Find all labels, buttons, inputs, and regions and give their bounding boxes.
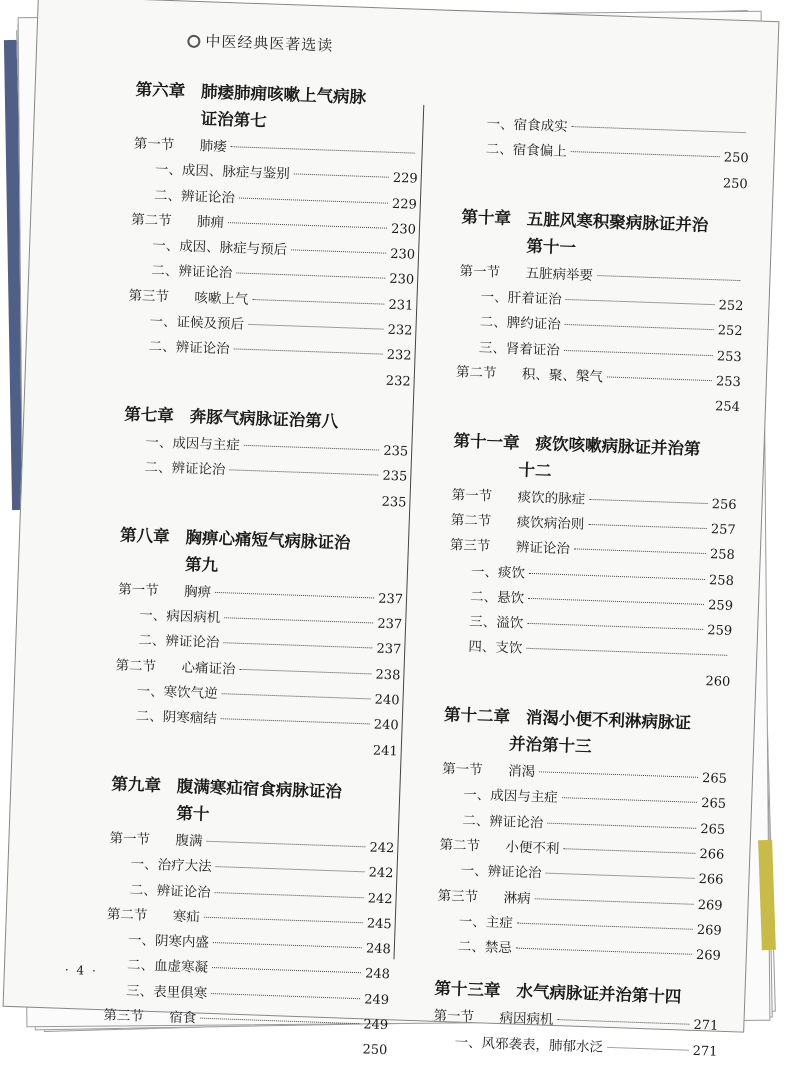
chapter-title-cont: 并治第十三 bbox=[508, 734, 592, 757]
dot-leader bbox=[516, 948, 692, 955]
book-logo-icon bbox=[187, 34, 200, 47]
chapter-title-cont: 第十 bbox=[176, 803, 210, 824]
dot-leader bbox=[244, 445, 380, 451]
dot-leader bbox=[215, 892, 364, 898]
section-number: 第三节 bbox=[103, 1007, 145, 1025]
toc-page-number: 266 bbox=[698, 872, 724, 889]
chapter-title-cont: 十二 bbox=[518, 460, 552, 481]
toc-entry-title: 一、主症 bbox=[458, 913, 514, 932]
toc-page-number: 249 bbox=[363, 1017, 389, 1034]
dot-leader bbox=[224, 617, 373, 623]
toc-page-number: 229 bbox=[392, 171, 418, 188]
dot-leader bbox=[228, 222, 387, 229]
chapter-number: 第六章 bbox=[135, 79, 186, 101]
toc-entry-title: 痰饮病治则 bbox=[516, 514, 585, 533]
toc-page-number: 238 bbox=[375, 667, 401, 684]
dot-leader bbox=[546, 873, 695, 879]
toc-entry-title: 积、聚、槃气 bbox=[521, 366, 604, 386]
dot-leader bbox=[216, 866, 365, 872]
toc-page-number: 260 bbox=[705, 673, 731, 690]
toc-page-number: 265 bbox=[700, 821, 726, 838]
toc-page-number: 232 bbox=[387, 322, 413, 339]
chapter-title-cont: 证治第七 bbox=[200, 109, 267, 131]
toc-page-number: 250 bbox=[362, 1042, 388, 1059]
toc-entry-title: 淋病 bbox=[503, 889, 531, 907]
section-number: 第二节 bbox=[455, 364, 497, 382]
toc-entry-title: 三、溢饮 bbox=[469, 613, 524, 632]
toc-entry-title: 二、脾约证治 bbox=[479, 314, 561, 334]
toc-page-number: 248 bbox=[364, 966, 391, 983]
toc-page-number: 237 bbox=[376, 642, 402, 658]
section-number: 第二节 bbox=[439, 836, 481, 855]
toc-entry-title: 二、阴寒痼结 bbox=[135, 708, 218, 728]
dot-leader bbox=[231, 146, 415, 153]
dot-leader bbox=[239, 669, 371, 675]
dot-leader bbox=[200, 1018, 359, 1025]
section-number: 第二节 bbox=[106, 906, 148, 924]
dot-leader bbox=[529, 572, 705, 579]
dot-leader bbox=[557, 1020, 689, 1026]
section-number: 第三节 bbox=[437, 887, 479, 905]
toc-entry-title: 胸痹 bbox=[183, 583, 212, 601]
toc-page-number: 256 bbox=[711, 496, 737, 513]
chapter-number: 第九章 bbox=[111, 774, 162, 796]
toc-entry-title: 一、辨证论治 bbox=[460, 862, 542, 882]
dot-leader bbox=[239, 197, 388, 203]
dot-leader bbox=[564, 350, 713, 356]
section-number: 第一节 bbox=[451, 486, 493, 505]
dot-leader bbox=[607, 1047, 689, 1051]
toc-entry-title: 一、成因、脉症与预后 bbox=[151, 237, 288, 259]
toc-page-number: 235 bbox=[381, 494, 407, 511]
toc-entry-title: 心痛证治 bbox=[181, 659, 236, 678]
dot-leader bbox=[517, 922, 693, 929]
dot-leader bbox=[204, 917, 363, 924]
toc-entry-title: 咳嗽上气 bbox=[194, 289, 249, 308]
toc-entry-title: 寒疝 bbox=[172, 908, 201, 926]
toc-page-number: 259 bbox=[707, 597, 734, 614]
toc-page-number: 242 bbox=[369, 840, 395, 857]
toc-page-number: 253 bbox=[715, 374, 742, 391]
toc-page-number: 237 bbox=[377, 591, 404, 608]
chapter-title: 水气病脉证并治第十四 bbox=[516, 982, 682, 1007]
dot-leader bbox=[206, 841, 365, 848]
dot-leader bbox=[212, 967, 361, 973]
chapter-heading bbox=[443, 701, 730, 765]
dot-leader bbox=[234, 349, 383, 355]
section-number: 第三节 bbox=[449, 537, 491, 555]
toc-page-number: 248 bbox=[365, 941, 392, 958]
toc-entry-title: 病因病机 bbox=[499, 1010, 554, 1029]
toc-entry-title: 二、辨证论治 bbox=[129, 881, 211, 901]
toc-page-number: 253 bbox=[716, 349, 742, 365]
toc-page-number: 232 bbox=[385, 373, 411, 390]
dot-leader bbox=[229, 470, 378, 476]
toc-entry-title: 消渴 bbox=[507, 763, 536, 781]
toc-right-column bbox=[432, 111, 750, 1064]
chapter-title: 胸痹心痛短气病脉证治 bbox=[185, 527, 351, 553]
chapter-title: 五脏风寒积聚病脉证并治 bbox=[526, 209, 709, 235]
toc-entry-title: 痰饮的脉症 bbox=[517, 489, 586, 508]
toc-page-number: 230 bbox=[389, 272, 415, 289]
toc-entry-title: 一、阴寒内盛 bbox=[127, 932, 210, 952]
toc-entry-title: 三、肾着证治 bbox=[478, 339, 561, 359]
toc-left-column bbox=[102, 60, 422, 1064]
toc-page-number: 265 bbox=[700, 796, 727, 813]
dot-leader bbox=[562, 797, 698, 803]
toc-entry-title: 小便不利 bbox=[505, 839, 560, 858]
toc-page-number: 242 bbox=[368, 865, 394, 882]
section-number: 第二节 bbox=[130, 211, 172, 230]
toc-page-number: 229 bbox=[391, 196, 418, 213]
dot-leader bbox=[528, 598, 704, 605]
toc-entry-title: 四、支饮 bbox=[468, 639, 523, 658]
dot-leader bbox=[571, 151, 720, 157]
toc-entry-title: 二、辨证论治 bbox=[138, 632, 220, 652]
dot-leader bbox=[597, 275, 740, 281]
chapter-heading bbox=[134, 76, 421, 140]
toc-entry-title: 一、宿食成实 bbox=[486, 116, 568, 135]
toc-page-number: 241 bbox=[372, 743, 398, 760]
dot-leader bbox=[526, 648, 727, 656]
toc-page-number: 235 bbox=[382, 468, 408, 485]
toc-entry-title: 二、辨证论治 bbox=[151, 262, 233, 282]
toc-entry-title: 五脏病举要 bbox=[525, 265, 594, 284]
toc-entry-title: 一、寒饮气逆 bbox=[136, 683, 218, 703]
chapter-heading bbox=[110, 770, 397, 834]
dot-leader bbox=[539, 771, 698, 778]
chapter-title: 腹满寒疝宿食病脉证治 bbox=[176, 776, 343, 802]
toc-page-number: 235 bbox=[383, 443, 409, 460]
toc-page-number: 252 bbox=[718, 298, 744, 315]
dot-leader bbox=[215, 592, 374, 599]
dot-leader bbox=[565, 324, 714, 330]
toc-page bbox=[3, 0, 780, 1060]
chapter-number: 第七章 bbox=[123, 404, 175, 426]
dot-leader bbox=[221, 719, 370, 725]
toc-entry-title: 肺痿 bbox=[199, 138, 227, 156]
toc-page-number: 271 bbox=[693, 1018, 719, 1035]
toc-entry-title: 一、病因病机 bbox=[139, 607, 221, 627]
toc-entry-title: 一、成因、脉症与鉴别 bbox=[154, 161, 291, 183]
chapter-number: 第八章 bbox=[119, 525, 170, 547]
toc-entry-title: 肺痈 bbox=[196, 213, 225, 231]
toc-page-number: 230 bbox=[389, 247, 416, 263]
section-number: 第三节 bbox=[128, 287, 170, 305]
toc-page-number: 230 bbox=[390, 221, 417, 238]
chapter-number: 第十二章 bbox=[443, 705, 511, 727]
toc-entry-title: 一、治疗大法 bbox=[130, 856, 212, 876]
dot-leader bbox=[535, 898, 694, 905]
chapter-number: 第十章 bbox=[461, 207, 512, 228]
chapter-title: 奔豚气病脉证治第八 bbox=[189, 406, 339, 432]
toc-page-number: 232 bbox=[386, 348, 412, 364]
dot-leader bbox=[607, 377, 712, 382]
dot-leader bbox=[248, 324, 384, 330]
dot-leader bbox=[252, 299, 384, 305]
section-number: 第一节 bbox=[109, 830, 151, 848]
dot-leader bbox=[222, 693, 371, 699]
toc-page-number: 245 bbox=[366, 916, 392, 933]
toc-page-number: 249 bbox=[363, 992, 390, 1008]
toc-page-number: 242 bbox=[367, 890, 393, 907]
toc-page-number: 269 bbox=[696, 922, 722, 939]
dot-leader bbox=[572, 126, 746, 133]
section-number: 第二节 bbox=[450, 512, 492, 530]
section-number: 第一节 bbox=[459, 263, 501, 281]
toc-page-number: 240 bbox=[373, 717, 399, 734]
toc-entry-title: 一、成因与主症 bbox=[145, 434, 241, 454]
background-page-edge bbox=[758, 840, 776, 950]
dot-leader bbox=[223, 643, 372, 649]
page-number: · 4 · bbox=[64, 962, 99, 979]
toc-page-number: 254 bbox=[714, 399, 741, 416]
toc-entry-title: 三、表里俱寒 bbox=[125, 982, 208, 1002]
chapter-title-cont: 第九 bbox=[184, 554, 219, 575]
toc-page-number: 265 bbox=[701, 771, 728, 787]
toc-entry-title: 二、辨证论治 bbox=[144, 459, 226, 479]
chapter-title: 肺痿肺痈咳嗽上气病脉 bbox=[200, 82, 367, 107]
toc-entry-title: 辨证论治 bbox=[515, 539, 571, 558]
toc-page-number: 257 bbox=[710, 522, 736, 539]
toc-page-number: 252 bbox=[717, 323, 743, 340]
chapter-title: 消渴小便不利淋病脉证 bbox=[525, 707, 692, 733]
toc-entry-title: 二、辨证论治 bbox=[153, 187, 236, 206]
toc-page-number: 258 bbox=[709, 547, 736, 564]
toc-entry-title: 二、血虚寒凝 bbox=[126, 957, 209, 977]
toc-entry-title: 一、痰饮 bbox=[470, 563, 526, 582]
toc-page-number: 259 bbox=[707, 623, 733, 640]
toc-entry-title: 腹满 bbox=[175, 832, 203, 850]
toc-entry-title: 二、辨证论治 bbox=[148, 338, 230, 358]
toc-entry-title: 一、风邪袭表，肺郁水泛 bbox=[454, 1034, 604, 1056]
toc-entry-title: 二、悬饮 bbox=[469, 588, 525, 607]
toc-page-number: 250 bbox=[722, 175, 748, 192]
running-header bbox=[187, 30, 334, 56]
toc-entry-title: 二、辨证论治 bbox=[462, 812, 544, 832]
toc-entry-title: 一、证候及预后 bbox=[149, 313, 245, 333]
dot-leader bbox=[294, 174, 389, 178]
toc-page-number: 258 bbox=[708, 572, 735, 589]
dot-leader bbox=[566, 299, 715, 305]
chapter-title: 痰饮咳嗽病脉证并治第 bbox=[535, 433, 701, 459]
dot-leader bbox=[236, 273, 385, 279]
chapter-heading bbox=[119, 521, 406, 585]
section-number: 第一节 bbox=[133, 135, 175, 154]
toc-page-number: 231 bbox=[388, 297, 414, 314]
chapter-number: 第十三章 bbox=[434, 979, 501, 1001]
dot-leader bbox=[563, 848, 695, 854]
chapter-heading bbox=[460, 203, 747, 267]
section-number: 第一节 bbox=[433, 1008, 475, 1026]
dot-leader bbox=[589, 499, 708, 504]
section-number: 第二节 bbox=[115, 657, 157, 675]
toc-page-number: 240 bbox=[374, 692, 400, 709]
toc-page-number: 237 bbox=[377, 616, 403, 633]
chapter-heading bbox=[452, 427, 739, 491]
toc-entry-title: 一、成因与主症 bbox=[462, 787, 558, 807]
dot-leader bbox=[527, 623, 703, 630]
header-title: 中医经典医著选读 bbox=[205, 32, 334, 55]
dot-leader bbox=[291, 250, 386, 254]
dot-leader bbox=[574, 549, 706, 555]
section-number: 第一节 bbox=[117, 581, 159, 599]
toc-page-number: 266 bbox=[699, 846, 725, 863]
dot-leader bbox=[211, 993, 360, 999]
toc-page-number: 269 bbox=[697, 897, 723, 914]
toc-entry-title: 一、肝着证治 bbox=[480, 289, 562, 309]
dot-leader bbox=[213, 942, 362, 948]
chapter-title-cont: 第十一 bbox=[526, 236, 577, 258]
toc-entry-title: 宿食 bbox=[169, 1009, 197, 1027]
chapter-number: 第十一章 bbox=[453, 430, 520, 453]
toc-entry-title: 二、禁忌 bbox=[457, 938, 513, 957]
toc-page-number: 271 bbox=[692, 1043, 718, 1060]
dot-leader bbox=[588, 524, 707, 529]
dot-leader bbox=[547, 822, 696, 828]
toc-entry-title: 二、宿食偏上 bbox=[485, 141, 568, 161]
toc-page-number: 250 bbox=[723, 150, 749, 167]
toc-page-number: 269 bbox=[695, 948, 722, 964]
section-number: 第一节 bbox=[441, 760, 483, 779]
